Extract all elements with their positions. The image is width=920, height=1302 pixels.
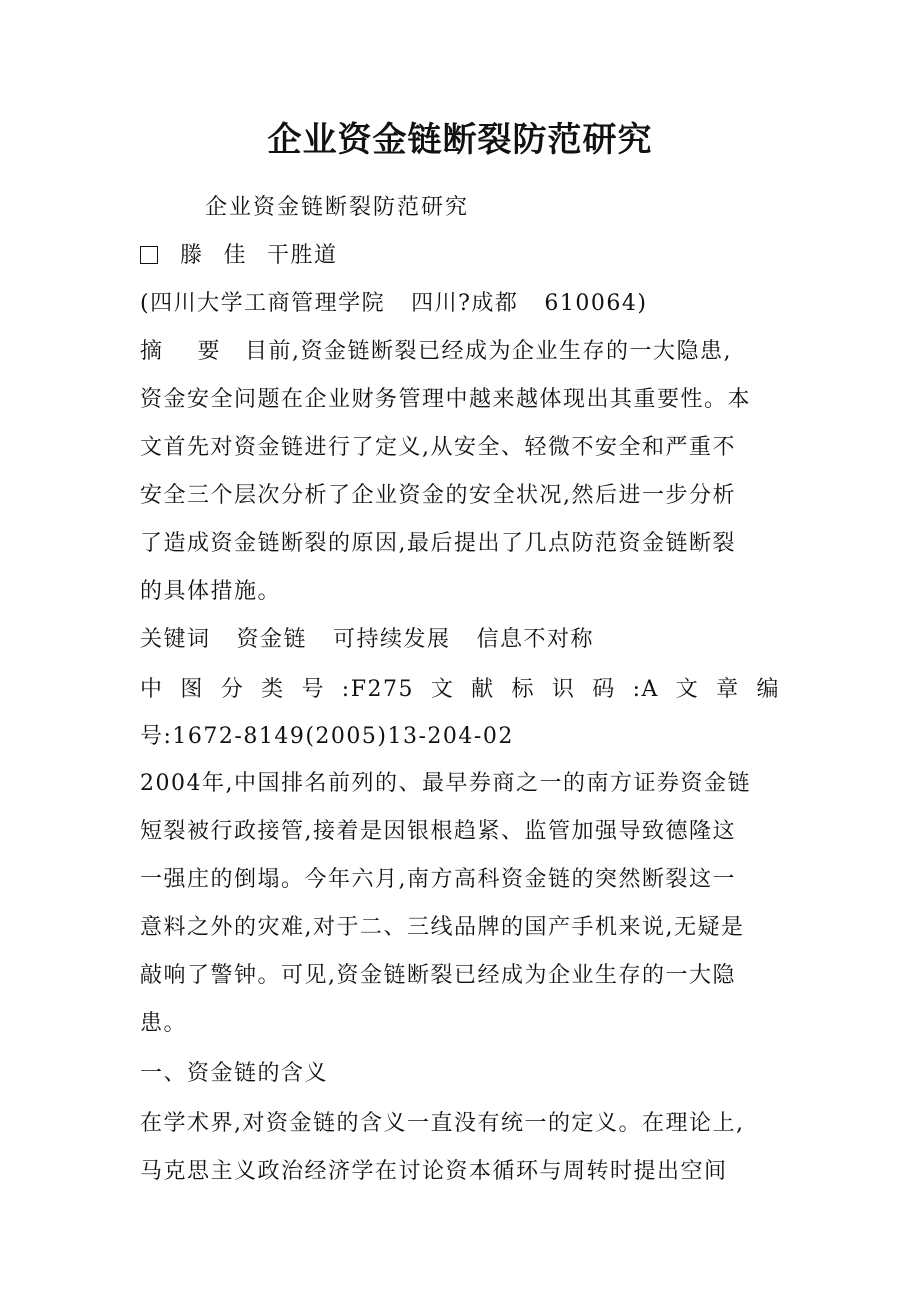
keyword-2: 可持续发展 (333, 627, 451, 652)
abstract-line-5: 了造成资金链断裂的原因,最后提出了几点防范资金链断裂 (140, 531, 736, 556)
body-p1-line-2: 短裂被行政接管,接着是因银根趋紧、监管加强导致德隆这 (140, 819, 736, 844)
classification-line-2: 号:1672-8149(2005)13-204-02 (140, 724, 514, 749)
abstract-line-1 (140, 335, 790, 369)
abstract-label: 摘 要 (140, 339, 221, 364)
classification-char: 献 (471, 677, 495, 702)
abstract-text-1: 目前,资金链断裂已经成为企业生存的一大隐患, (244, 339, 732, 364)
author-line (140, 239, 790, 273)
affiliation-line (140, 287, 790, 321)
classification-char: 标 (511, 677, 536, 702)
body-p2-line-2: 马克思主义政治经济学在讨论资本循环与周转时提出空间 (140, 1159, 728, 1184)
abstract-line-3: 文首先对资金链进行了定义,从安全、轻微不安全和严重不 (140, 435, 736, 460)
affiliation-org: (四川大学工商管理学院 (140, 291, 386, 316)
keywords-label: 关键词 (140, 627, 211, 652)
classification-char: 识 (551, 677, 576, 702)
body-p1-line-3: 一强庄的倒塌。今年六月,南方高科资金链的突然断裂这一 (140, 867, 736, 892)
author-name-1: 滕 (180, 243, 204, 268)
classification-code: :A (632, 677, 659, 702)
body-p1-line-6: 患。 (140, 1011, 188, 1036)
classification-char: 章 (716, 677, 740, 702)
checkbox-square-icon (140, 246, 158, 264)
classification-char: 编 (756, 677, 780, 702)
abstract-line-2: 资金安全问题在企业财务管理中越来越体现出其重要性。本 (140, 387, 752, 412)
classification-char: 中 (140, 677, 164, 702)
keyword-1: 资金链 (236, 627, 308, 652)
body-p1-line-5: 敲响了警钟。可见,资金链断裂已经成为企业生存的一大隐 (140, 963, 736, 988)
classification-char: 文 (675, 677, 700, 702)
classification-line-1 (140, 673, 780, 707)
classification-char: 码 (592, 677, 616, 702)
keyword-3: 信息不对称 (476, 627, 595, 652)
section-heading: 一、资金链的含义 (140, 1061, 329, 1086)
author-name-3: 干胜道 (267, 243, 338, 268)
classification-char: 图 (180, 677, 204, 702)
body-p1-line-1: 2004年,中国排名前列的、最早券商之一的南方证券资金链 (140, 771, 751, 796)
affiliation-place: 四川?成都 (411, 291, 519, 316)
classification-char: 分 (220, 677, 245, 702)
document-title: 企业资金链断裂防范研究 (267, 120, 653, 160)
classification-char: 类 (261, 677, 285, 702)
body-p2-line-1: 在学术界,对资金链的含义一直没有统一的定义。在理论上, (140, 1111, 745, 1136)
abstract-line-6: 的具体措施。 (140, 579, 282, 604)
classification-char: 号 (301, 677, 325, 702)
keywords-line (140, 623, 790, 657)
affiliation-zip: 610064) (544, 291, 648, 316)
classification-code: :F275 (341, 677, 414, 702)
abstract-line-4: 安全三个层次分析了企业资金的安全状况,然后进一步分析 (140, 483, 736, 508)
classification-char: 文 (430, 677, 455, 702)
document-subtitle: 企业资金链断裂防范研究 (205, 195, 470, 220)
body-p1-line-4: 意料之外的灾难,对于二、三线品牌的国产手机来说,无疑是 (140, 915, 745, 940)
author-name-2: 佳 (223, 243, 248, 268)
